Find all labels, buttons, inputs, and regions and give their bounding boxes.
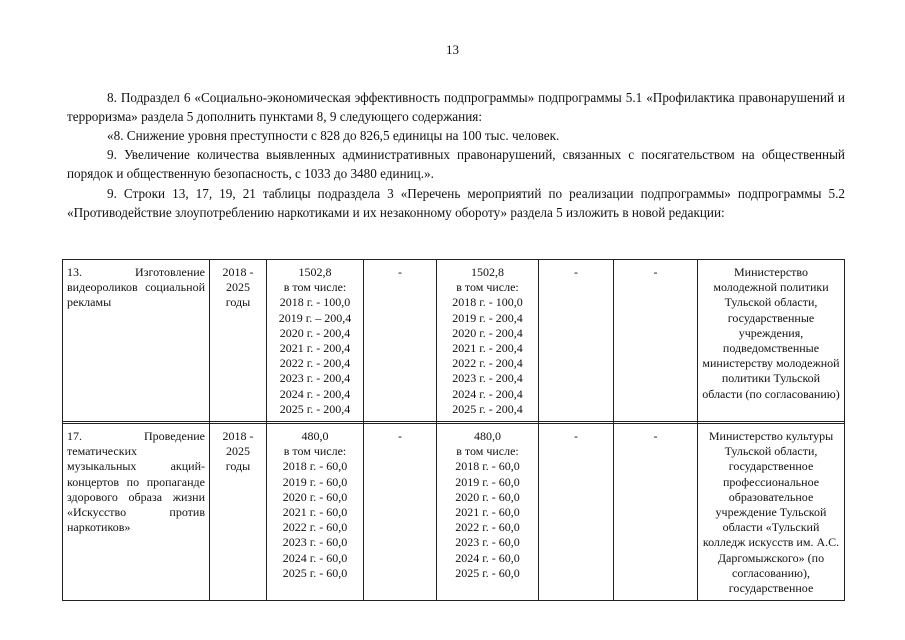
funding-line: 2020 г. - 200,4 (279, 325, 351, 340)
federal-funding-cell: - (364, 260, 437, 422)
funding-line: 2022 г. - 60,0 (455, 520, 520, 535)
municipal-funding-cell: - (539, 260, 614, 422)
funding-line: 2022 г. - 200,4 (452, 356, 523, 371)
funding-line: 2022 г. - 200,4 (279, 356, 351, 371)
funding-line: 2018 г. - 60,0 (282, 459, 348, 474)
funding-line: 2024 г. - 60,0 (282, 550, 348, 565)
funding-line: 2021 г. - 200,4 (279, 341, 351, 356)
municipal-funding-cell: - (539, 424, 614, 601)
funding-line: 1502,8 (471, 265, 504, 279)
paragraph-9-table-rows: 9. Строки 13, 17, 19, 21 таблицы подраздела 3 «Перечень мероприятий по реализации подпрограммы» подпрограммы 5.2 «Противодействие злоупотреблению наркотиками и их незаконному обороту» раздела 5 изложить в новой редакции: (67, 186, 845, 220)
paragraph-crime-reduction: «8. Снижение уровня преступности с 828 до 826,5 единицы на 100 тыс. человек. (107, 128, 560, 143)
funding-line: в том числе: (456, 444, 519, 459)
funding-line: 1502,8 (298, 265, 332, 279)
paragraph-8-subsection: 8. Подраздел 6 «Социально-экономическая эффективность подпрограммы» подпрограммы 5.1 «Профилактика правонарушений и терроризма» раздела 5 дополнить пунктами 8, 9 следующего содержания: (67, 90, 845, 124)
funding-line: 2023 г. - 60,0 (455, 535, 520, 550)
funding-line: 2019 г. - 200,4 (452, 310, 523, 325)
funding-line: 2023 г. - 200,4 (452, 371, 523, 386)
total-funding-cell (267, 260, 364, 422)
funding-line: 2018 г. - 100,0 (279, 295, 351, 310)
funding-line: 480,0 (474, 429, 501, 444)
period-cell: 2018 - 2025 годы (210, 424, 267, 601)
federal-funding-cell: - (364, 424, 437, 601)
measures-table (62, 259, 845, 601)
executor-cell: Министерство культуры Тульской области, государственное профессиональное образовательное учреждение Тульской области «Тульский колледж искусств им. А.С. Даргомыжского» (по согласованию), государственное (698, 424, 845, 601)
funding-line: 2020 г. - 200,4 (452, 325, 523, 340)
funding-line: 2019 г. - 60,0 (455, 474, 520, 489)
funding-line: 480,0 (301, 429, 329, 444)
extrabudget-funding-cell: - (614, 424, 698, 601)
funding-line: в том числе: (283, 280, 347, 295)
funding-line: в том числе: (456, 280, 519, 295)
funding-line: 2025 г. - 60,0 (282, 565, 348, 580)
funding-line: 2018 г. - 100,0 (452, 295, 523, 310)
funding-line: 2021 г. - 60,0 (455, 505, 520, 520)
funding-line: 2019 г. - 60,0 (282, 474, 348, 489)
funding-line: 2021 г. - 60,0 (282, 505, 348, 520)
total-funding-cell (267, 424, 364, 601)
funding-line: 2020 г. - 60,0 (282, 489, 348, 504)
funding-line: 2018 г. - 60,0 (455, 459, 520, 474)
funding-line: 2024 г. - 200,4 (452, 386, 523, 401)
funding-line: 2023 г. - 200,4 (279, 371, 351, 386)
paragraph-violations-increase: 9. Увеличение количества выявленных административных правонарушений, связанных с посягательством на общественный порядок и общественную безопасность, с 1033 до 3480 единиц.». (67, 147, 845, 181)
funding-line: 2019 г. – 200,4 (278, 310, 352, 325)
extrabudget-funding-cell: - (614, 260, 698, 422)
funding-line: в том числе: (283, 444, 347, 459)
funding-line: 2020 г. - 60,0 (455, 489, 520, 504)
page-number: 13 (446, 42, 459, 57)
measure-name-cell: 13. Изготовление видеороликов социальной рекламы (63, 260, 210, 422)
funding-line: 2021 г. - 200,4 (452, 341, 523, 356)
funding-line: 2024 г. - 60,0 (455, 550, 520, 565)
measure-name-cell: 17. Проведение тематических музыкальных акций-концертов по пропаганде здорового образа жизни «Искусство против наркотиков» (63, 424, 210, 601)
regional-funding-cell (437, 424, 539, 601)
funding-line: 2025 г. - 60,0 (455, 565, 520, 580)
table-row (63, 260, 845, 422)
funding-line: 2023 г. - 60,0 (282, 535, 348, 550)
funding-line: 2022 г. - 60,0 (282, 520, 348, 535)
funding-line: 2025 г. - 200,4 (279, 401, 351, 416)
regional-funding-cell (437, 260, 539, 422)
period-cell: 2018 - 2025 годы (210, 260, 267, 422)
table-row (63, 424, 845, 601)
executor-cell: Министерство молодежной политики Тульской области, государственные учреждения, подведомственные министерству молодежной политики Тульской области (по согласованию) (698, 260, 845, 422)
funding-line: 2024 г. - 200,4 (279, 386, 351, 401)
funding-line: 2025 г. - 200,4 (452, 401, 523, 416)
